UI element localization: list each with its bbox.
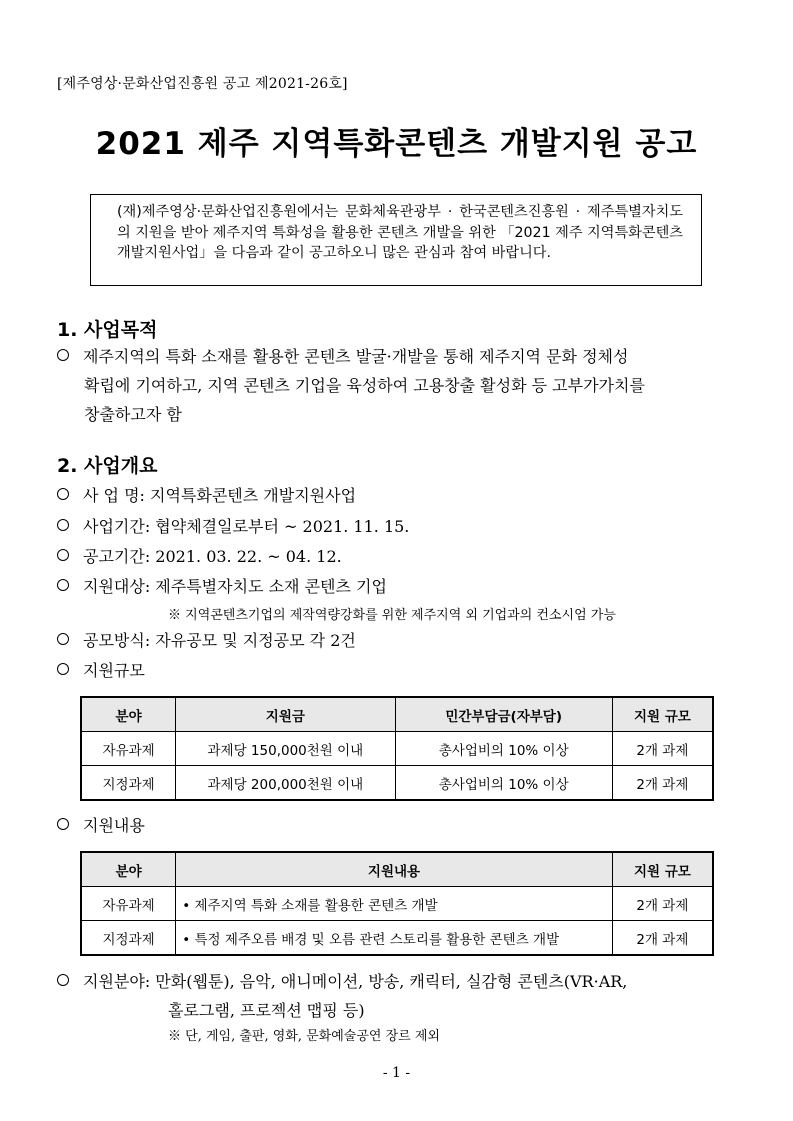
circle-bullet-icon: [57, 488, 69, 500]
circle-bullet-icon: [57, 579, 69, 591]
support-target: 지원대상: 제주특별자치도 소재 콘텐츠 기업: [83, 577, 387, 596]
table-header-cell: 지원 규모: [612, 697, 713, 732]
overview-item: [57, 657, 145, 684]
table-row: [81, 887, 713, 921]
intro-box: [90, 194, 702, 286]
table-header-row: [81, 852, 713, 887]
support-content-table: [80, 851, 714, 956]
overview-item: [57, 812, 145, 839]
overview-item: [57, 573, 387, 600]
table-header-cell: 민간부담금(자부담): [395, 697, 612, 732]
notice-number: [제주영상·문화산업진흥원 공고 제2021-26호]: [57, 76, 348, 92]
notice-period: 공고기간: 2021. 03. 22. ~ 04. 12.: [83, 547, 342, 566]
page-number: - 1 -: [382, 1065, 411, 1081]
table-cell: 2개 과제: [612, 732, 713, 766]
overview-item: [57, 513, 409, 540]
table-cell: 지정과제: [81, 921, 176, 956]
project-period: 사업기간: 협약체결일로부터 ~ 2021. 11. 15.: [83, 517, 410, 536]
table-header-cell: 분야: [81, 852, 176, 887]
field-note: ※ 단, 게임, 출판, 영화, 문화예술공연 장르 제외: [168, 1029, 440, 1044]
table-header-cell: 지원 규모: [612, 852, 713, 887]
circle-bullet-icon: [57, 519, 69, 531]
overview-item: [57, 543, 342, 570]
table-row: [81, 732, 713, 766]
table-cell: 과제당 150,000천원 이내: [176, 732, 395, 766]
circle-bullet-icon: [57, 633, 69, 645]
circle-bullet-icon: [57, 349, 69, 361]
table-header-cell: 분야: [81, 697, 176, 732]
table-row: [81, 921, 713, 956]
table-cell: 2개 과제: [612, 887, 713, 921]
table-cell: 총사업비의 10% 이상: [395, 732, 612, 766]
support-field-line2: 홀로그램, 프로젝션 맵핑 등): [168, 1001, 365, 1020]
circle-bullet-icon: [57, 974, 69, 986]
circle-bullet-icon: [57, 818, 69, 830]
support-field-line1: 지원분야: 만화(웹툰), 음악, 애니메이션, 방송, 캐릭터, 실감형 콘텐츠(VR·AR,: [83, 972, 628, 991]
support-content-label: 지원내용: [83, 816, 145, 835]
section2-heading: 2. 사업개요: [57, 455, 158, 477]
circle-bullet-icon: [57, 549, 69, 561]
table-cell: 2개 과제: [612, 921, 713, 956]
table-cell: 2개 과제: [612, 766, 713, 801]
target-note: ※ 지역콘텐츠기업의 제작역량강화를 위한 제주지역 외 기업과의 컨소시엄 가능: [168, 608, 616, 623]
application-method: 공모방식: 자유공모 및 지정공모 각 2건: [83, 631, 356, 650]
section1-body: [57, 342, 747, 429]
table-cell: 자유과제: [81, 887, 176, 921]
table-row: [81, 766, 713, 801]
overview-item: [57, 482, 356, 509]
table-cell: 총사업비의 10% 이상: [395, 766, 612, 801]
table-cell: • 제주지역 특화 소재를 활용한 콘텐츠 개발: [176, 887, 613, 921]
section1-line2: 확립에 기여하고, 지역 콘텐츠 기업을 육성하여 고용창출 활성화 등 고부가가치를: [84, 376, 645, 395]
section1-line1: 제주지역의 특화 소재를 활용한 콘텐츠 발굴·개발을 통해 제주지역 문화 정체성: [83, 347, 629, 366]
support-scale-label: 지원규모: [83, 661, 145, 680]
intro-text: (재)제주영상·문화산업진흥원에서는 문화체육관광부 · 한국콘텐츠진흥원 · 제주특별자치도의 지원을 받아 제주지역 특화성을 활용한 콘텐츠 개발을 위한 「2021 제주 지역특화콘텐츠 개발지원사업」을 다음과 같이 공고하오니 많은 관심과 참여 바랍니다.: [117, 204, 683, 261]
table-header-cell: 지원내용: [176, 852, 613, 887]
page-title: 2021 제주 지역특화콘텐츠 개발지원 공고: [95, 126, 698, 162]
support-scale-table: [80, 696, 714, 801]
table-header-row: [81, 697, 713, 732]
table-cell: 자유과제: [81, 732, 176, 766]
table-cell: • 특정 제주오름 배경 및 오름 관련 스토리를 활용한 콘텐츠 개발: [176, 921, 613, 956]
table-cell: 과제당 200,000천원 이내: [176, 766, 395, 801]
section1-heading: 1. 사업목적: [57, 319, 158, 341]
table-cell: 지정과제: [81, 766, 176, 801]
project-name: 사 업 명: 지역특화콘텐츠 개발지원사업: [83, 486, 357, 505]
support-field-block: [57, 967, 747, 1025]
circle-bullet-icon: [57, 663, 69, 675]
table-header-cell: 지원금: [176, 697, 395, 732]
section1-line3: 창출하고자 함: [84, 405, 182, 424]
overview-item: [57, 627, 356, 654]
